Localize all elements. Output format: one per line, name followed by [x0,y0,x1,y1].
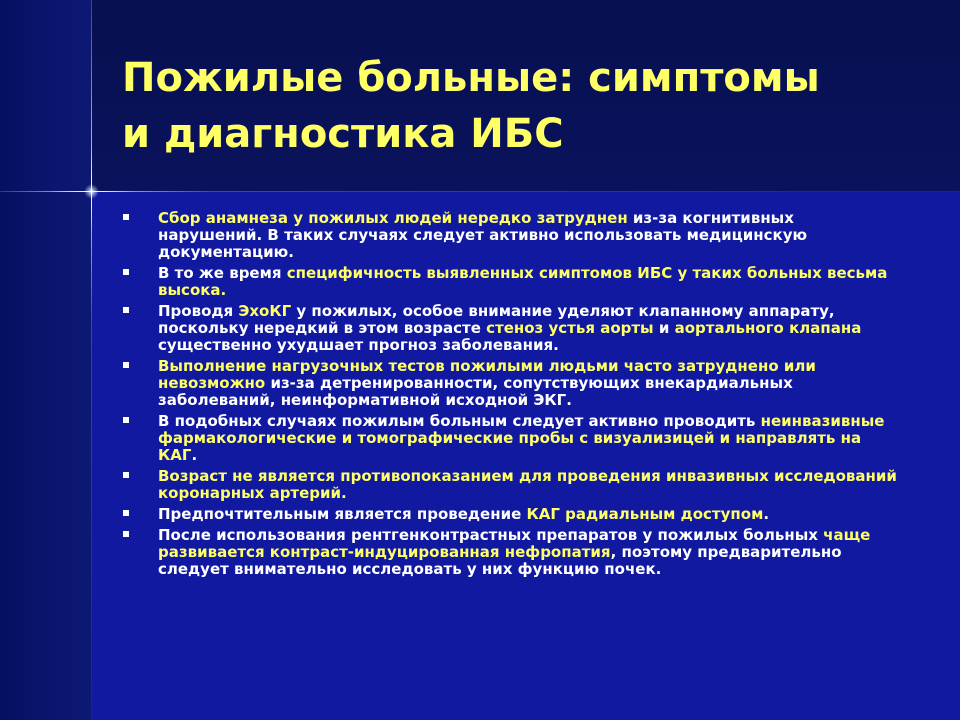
bullet-item [120,506,900,523]
bullet-text: . [763,505,770,523]
bullet-item [120,413,900,464]
bullet-item [120,210,900,261]
bullet-text: В то же время [158,264,287,282]
square-bullet-icon [123,417,129,423]
bullet-item [120,527,900,578]
bullet-item [120,358,900,409]
left-strip [0,0,92,720]
square-bullet-icon [123,214,129,220]
highlighted-text: Сбор анамнеза у пожилых людей нередко затруднен [158,209,628,227]
highlighted-text: аортального клапана [674,319,862,337]
highlighted-text: чаще развивается контраст-индуцированная нефропатия [158,526,871,561]
bullet-item [120,468,900,502]
square-bullet-icon [123,472,129,478]
highlighted-text: ЭхоКГ [238,302,292,320]
highlighted-text: неинвазивные фармакологические и томографические пробы с визуализицей и направлять на КАГ [158,412,885,464]
title-line-1: Пожилые больные: симптомы [122,55,820,101]
highlighted-text: специфичность выявленных симптомов ИБС у таких больных весьма высока. [158,264,888,299]
highlighted-text: КАГ радиальным доступом [526,505,764,523]
square-bullet-icon [123,307,129,313]
horizontal-divider [0,191,960,192]
bullet-text: из-за когнитивных нарушений. В таких случаях следует активно использовать медицинскую документацию. [158,209,808,261]
bullet-list [120,210,900,582]
bullet-text: у пожилых, особое внимание уделяют клапанному аппарату, поскольку нередкий в этом возрасте [158,302,835,337]
highlighted-text: Возраст не является противопоказанием для проведения инвазивных исследований коронарных артерий. [158,467,897,502]
bullet-text: После использования рентгенконтрастных препаратов у пожилых больных [158,526,824,544]
bullet-text: В подобных случаях пожилым больным следует активно проводить [158,412,761,430]
bullet-text: существенно ухудшает прогноз заболевания. [158,336,559,354]
bullet-item [120,303,900,354]
slide-title [122,50,922,162]
square-bullet-icon [123,531,129,537]
highlighted-text: стеноз устья аорты [486,319,654,337]
highlighted-text: Выполнение нагрузочных тестов пожилыми людьми часто затруднено или невозможно [158,357,816,392]
sparkle-star-icon [91,191,92,192]
bullet-text: и [653,319,675,337]
bullet-text: Проводя [158,302,239,320]
bullet-text: , поэтому предварительно следует внимательно исследовать у них функцию почек. [158,543,842,578]
square-bullet-icon [123,510,129,516]
square-bullet-icon [123,362,129,368]
bullet-text: Предпочтительным является проведение [158,505,527,523]
bullet-item [120,265,900,299]
vertical-divider [91,0,92,720]
bullet-text: . [191,446,198,464]
square-bullet-icon [123,269,129,275]
title-line-2: и диагностика ИБС [122,111,564,157]
bullet-text: из-за детренированности, сопутствующих внекардиальных заболеваний, неинформативной исходной ЭКГ. [158,374,793,409]
